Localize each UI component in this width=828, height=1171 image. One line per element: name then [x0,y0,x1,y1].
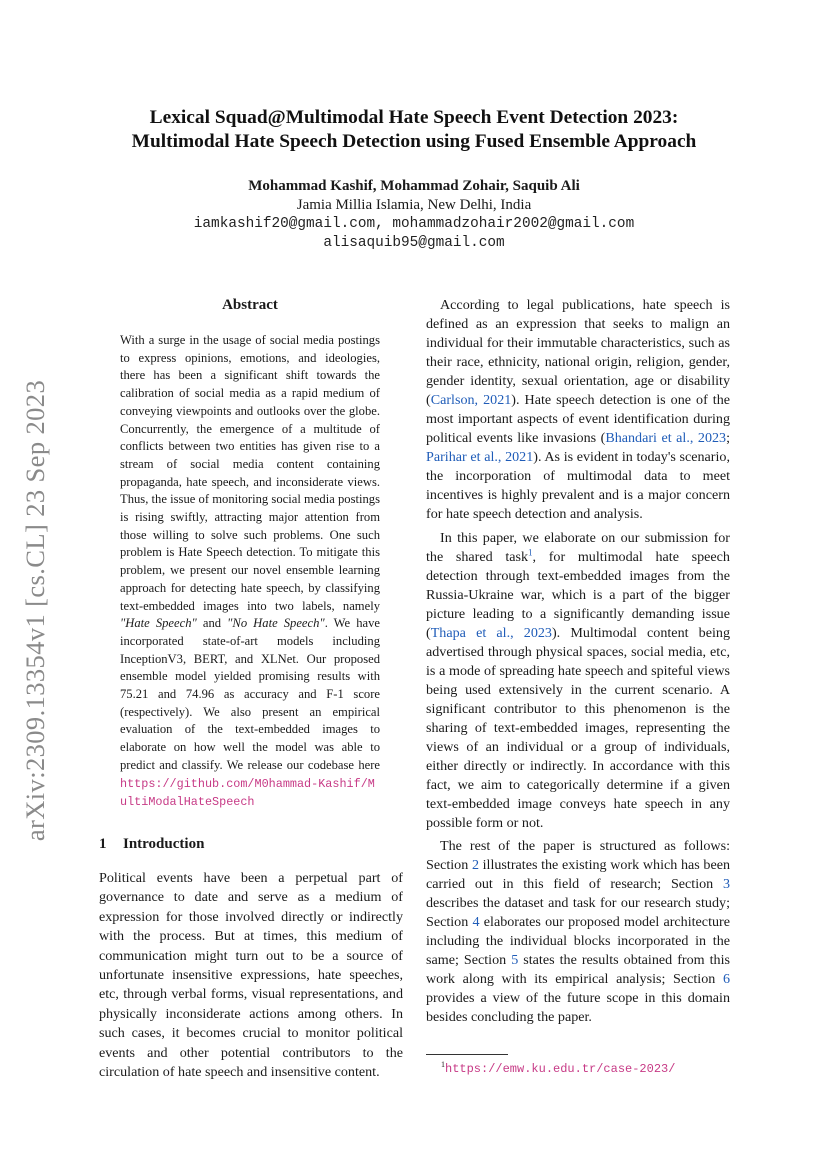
text-span: The rest of the paper is structured as follows: Section [426,838,730,873]
text-span: elaborates our proposed model architecture including the individual blocks incorporated in the same; Section [426,914,730,968]
label-no-hate-speech: "No Hate Speech" [227,616,325,631]
text-span: illustrates the existing work which has been carried out in this field of research; Section [426,857,730,892]
text-span: states the results obtained from this work along with its empirical analysis; Section [426,952,730,987]
citation-parihar[interactable]: Parihar et al., 2021 [426,449,534,465]
affiliation: Jamia Millia Islamia, New Delhi, India [296,197,532,213]
text-span: ). As is evident in today's scenario, the incorporation of multimodal data to meet incentives is highly prevalent and is a major concern for hate speech detection and analysis. [426,449,730,522]
email-line-2: alisaquib95@gmail.com [323,235,505,251]
citation-thapa[interactable]: Thapa et al., 2023 [430,624,552,641]
citation-bhandari[interactable]: Bhandari et al., 2023 [605,430,727,446]
section-ref-4[interactable]: 4 [472,914,480,930]
right-paragraph-3 [426,837,730,1027]
footnote-url[interactable]: https://emw.ku.edu.tr/case-2023/ [445,1062,676,1076]
section-ref-6[interactable]: 6 [722,971,730,987]
intro-paragraph-1: Political events have been a perpetual part of governance to date and serve as a medium of expression for those involved directly or indirectly with the process. But at times, this medium of communication might turn out to be a source of unfortunate insensitive expressions, hate speeches, etc, through verbal forms, visual representations, and physically inconsiderate actions among others. In such cases, it becomes crucial to monitor political events and other potential contributors to the circulation of hate speech and insensitive content. [99,870,403,1081]
text-span: provides a view of the future scope in this domain besides concluding the paper. [426,990,730,1025]
paper-title [80,106,748,154]
text-span: , for multimodal hate speech detection through text-embedded images from the Russia-Ukraine war, which is a part of the bigger picture leading to a significantly demanding issue ( [426,548,730,641]
abstract-body [120,332,380,812]
section-ref-5[interactable]: 5 [511,952,519,968]
abstract-text-a: With a surge in the usage of social media postings to express opinions, emotions, and ideologies, there has been a significant shift towards the calibration of social media as a rapid medium of conveying viewpoints and outlooks over the globe. Concurrently, the emergence of a multitude of conflicts between two entities has given rise to a stream of social media content containing propaganda, hate speech, and inconsiderate views. Thus, the issue of monitoring social media postings is rising swiftly, attracting major attention from those willing to solve such problems. One such problem is Hate Speech detection. To mitigate this problem, we present our novel ensemble learning approach for detecting hate speech, by classifying text-embedded images into two labels, namely [120,333,380,613]
abstract-heading: Abstract [222,297,278,313]
section-ref-2[interactable]: 2 [471,857,479,873]
label-hate-speech: "Hate Speech" [120,616,197,631]
footnote-number: 1 [441,1060,445,1069]
footnote-divider [426,1054,508,1055]
section-number: 1 [99,836,107,852]
citation-carlson[interactable]: Carlson, 2021 [430,392,512,408]
right-paragraph-1 [426,296,730,524]
codebase-link[interactable]: https://github.com/M0hammad-Kashif/MultiModalHateSpeech [120,776,375,810]
text-span: describes the dataset and task for our research study; Section [426,895,730,930]
author-list: Mohammad Kashif, Mohammad Zohair, Saquib Ali [248,178,580,194]
title-line-2: Multimodal Hate Speech Detection using Fused Ensemble Approach [131,131,697,152]
arxiv-identifier-stamp [10,360,62,860]
right-paragraph-2 [426,529,730,833]
text-span: ). Hate speech detection is one of the most important aspects of event identification during political events like invasions ( [426,392,731,446]
text-span: In this paper, we elaborate on our submission for the shared task [426,529,730,565]
arxiv-identifier-text: arXiv:2309.13354v1 [cs.CL] 23 Sep 2023 [20,379,51,841]
section-title: Introduction [123,836,205,852]
section-ref-3[interactable]: 3 [722,876,730,892]
text-span: ). Multimodal content being advertised through physical spaces, social media, etc, is a mode of spreading hate speech and spiteful views being used extensively in the current scenario. A significant contributor to this phenomenon is the sharing of text-embedded images, representing the views of an individual or a group of individuals, either directly or indirectly. In accordance with this fact, we aim to categorically determine if a given text-embedded image conveys hate speech in any possible form or not. [426,624,730,831]
abstract-text-b: and [196,616,228,631]
text-span: According to legal publications, hate speech is defined as an expression that seeks to malign an individual for their immutable characteristics, such as their race, ethnicity, national origin, religion, gender, gender identity, sexual orientation, age or disability ( [426,297,730,408]
footnote-marker[interactable]: 1 [528,546,533,557]
text-span: ; [726,430,731,446]
email-line-1: iamkashif20@gmail.com, mohammadzohair2002@gmail.com [193,216,635,232]
section-heading-introduction [99,836,204,853]
title-line-1: Lexical Squad@Multimodal Hate Speech Event Detection 2023: [149,107,679,128]
abstract-text-c: . We have incorporated state-of-art models including InceptionV3, BERT, and XLNet. Our proposed ensemble model yielded promising results with 75.21 and 74.96 as accuracy and F-1 score (respectively). We also present an empirical evaluation of the text-embedded images to elaborate on how well the model was able to predict and classify. We release our codebase here [120,616,380,772]
right-column [426,296,730,1032]
footnote [441,1060,675,1076]
